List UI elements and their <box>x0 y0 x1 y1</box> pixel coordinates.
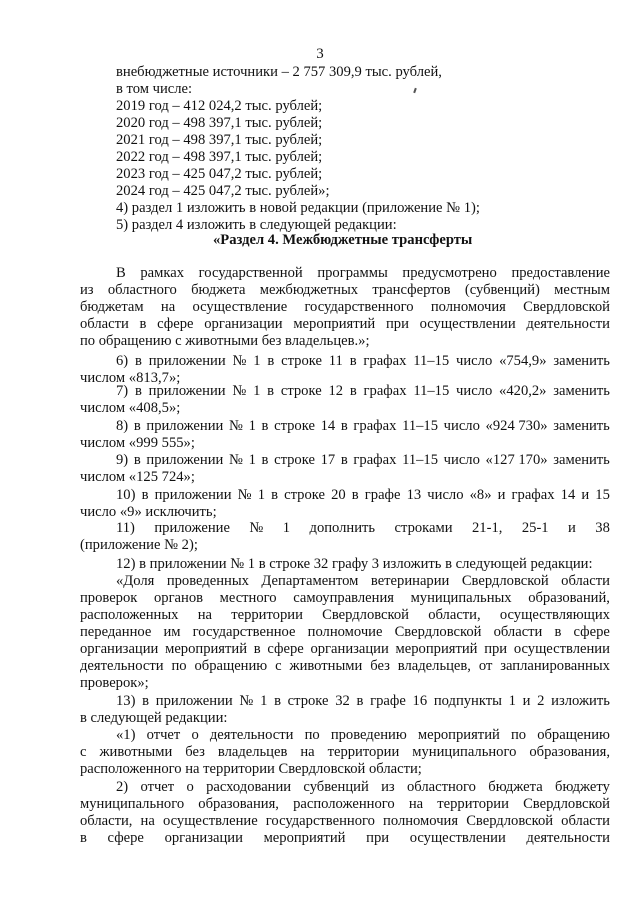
word: заменить <box>553 452 610 468</box>
word: число <box>456 353 493 369</box>
word: организации <box>204 316 283 332</box>
word: 6) <box>116 353 129 369</box>
word: 11–15 <box>402 452 439 468</box>
word: Свердловской <box>523 796 610 812</box>
word: № <box>228 418 243 434</box>
subitem-2-line <box>116 779 610 796</box>
word: заменить <box>553 353 610 369</box>
word: в <box>135 353 142 369</box>
word: 38 <box>595 520 610 536</box>
word: полномочие <box>307 624 383 640</box>
word: предоставление <box>511 265 610 281</box>
word: 17 <box>320 452 336 468</box>
word: при <box>366 830 390 846</box>
word: № <box>228 452 243 468</box>
word: приложении <box>148 383 226 399</box>
word: без <box>185 744 205 760</box>
quote-line <box>116 573 610 590</box>
word: межбюджетных <box>259 282 359 298</box>
word: предусмотрено <box>402 265 497 281</box>
word: с <box>275 658 282 674</box>
word: ветеринарии <box>370 573 450 589</box>
item-i9-line: числом «125 724»; <box>80 469 195 485</box>
word: 8) <box>116 418 129 434</box>
word: о <box>186 779 194 795</box>
word: 21-1, <box>472 520 503 536</box>
word: сфере <box>573 624 610 640</box>
word: графах <box>511 487 555 503</box>
word: территории <box>231 607 303 623</box>
word: деятельности <box>526 316 610 332</box>
word: осуществлении <box>409 830 506 846</box>
word: Свердловской <box>466 813 554 829</box>
subitem-2-line <box>80 813 610 830</box>
word: в <box>267 383 275 399</box>
section-paragraph-line <box>80 282 610 299</box>
word: мероприятий <box>417 727 500 743</box>
top-line-6: 2023 год – 425 047,2 тыс. рублей; <box>116 166 323 182</box>
word: проверок <box>80 590 138 606</box>
word: образований, <box>528 590 610 606</box>
word: графах <box>363 383 407 399</box>
section-paragraph-line <box>116 265 610 282</box>
word: дополнить <box>309 520 376 536</box>
word: образования, <box>198 796 279 812</box>
word: 11–15 <box>413 383 450 399</box>
word: муниципальных <box>410 590 512 606</box>
word: запланированных <box>500 658 610 674</box>
quote-line <box>80 590 610 607</box>
word: в <box>134 383 142 399</box>
word: отчет <box>140 779 175 795</box>
word: сфере <box>157 316 194 332</box>
word: государственного <box>304 299 414 315</box>
item-i7-line <box>116 383 610 400</box>
item-i9-line <box>116 452 610 469</box>
subitem-1-line: расположенного на территории Свердловской области; <box>80 761 422 777</box>
word: образования, <box>529 744 610 760</box>
word: и <box>568 520 576 536</box>
word: в <box>340 418 348 434</box>
word: организации <box>164 830 243 846</box>
word: число <box>443 418 480 434</box>
word: субвенций <box>303 779 369 795</box>
word: о <box>191 727 199 743</box>
word: 9) <box>116 452 129 468</box>
subitem-1-line <box>116 727 610 744</box>
word: 1 <box>260 693 268 709</box>
quote-line <box>80 641 610 658</box>
word: области, <box>428 607 481 623</box>
word: Свердловской <box>523 299 610 315</box>
word: области <box>80 316 129 332</box>
item-i12-line: 12) в приложении № 1 в строке 32 графу 3 изложить в следующей редакции: <box>116 556 593 572</box>
word: приложении <box>148 353 226 369</box>
subitem-2-line <box>80 830 610 847</box>
word: «924 730» <box>485 418 548 434</box>
top-line-4: 2021 год – 498 397,1 тыс. рублей; <box>116 132 323 148</box>
word: мероприятий <box>263 830 346 846</box>
word: приложении <box>155 693 233 709</box>
word: в <box>349 353 357 369</box>
top-line-9: 5) раздел 4 изложить в следующей редакции: <box>116 217 397 233</box>
word: от <box>478 658 493 674</box>
word: областного <box>406 779 476 795</box>
word: государственное <box>192 624 296 640</box>
word: по <box>304 727 320 743</box>
word: органов <box>153 590 204 606</box>
word: строке <box>274 418 315 434</box>
word: 14 <box>320 418 336 434</box>
word: 1 <box>253 383 261 399</box>
word: приложении <box>146 418 224 434</box>
word: 13) <box>116 693 136 709</box>
word: сфере <box>267 641 304 657</box>
word: 1 <box>282 520 291 536</box>
word: владельцев, <box>397 658 471 674</box>
word: в <box>274 693 281 709</box>
quote-line <box>80 624 610 641</box>
word: 1 <box>508 693 516 709</box>
word: осуществляющих <box>499 607 610 623</box>
word: области, <box>80 813 133 829</box>
word: 1 <box>257 487 265 503</box>
word: полномочия <box>430 299 506 315</box>
word: № <box>232 353 247 369</box>
word: в <box>253 641 261 657</box>
word: расходовании <box>206 779 292 795</box>
word: в <box>80 830 87 846</box>
word: 12 <box>328 383 344 399</box>
item-i8-line <box>116 418 610 435</box>
word: области <box>561 573 610 589</box>
word: мероприятий <box>165 641 248 657</box>
word: деятельности <box>526 830 610 846</box>
top-line-7: 2024 год – 425 047,2 тыс. рублей»; <box>116 183 330 199</box>
word: «420,2» <box>499 383 547 399</box>
word: 1 <box>253 353 261 369</box>
word: организации <box>310 641 389 657</box>
item-i11-line: (приложение № 2); <box>80 537 198 553</box>
word: на <box>300 744 315 760</box>
word: им <box>163 624 181 640</box>
word: № <box>232 383 247 399</box>
word: расположенного <box>293 796 395 812</box>
word: В <box>116 265 126 281</box>
word: на <box>197 607 212 623</box>
item-i6-line: числом «813,7»; <box>80 370 181 386</box>
word: государственного <box>265 813 375 829</box>
word: из <box>381 779 395 795</box>
word: 15 <box>595 487 610 503</box>
word: бюджета <box>488 779 543 795</box>
word: графах <box>363 353 407 369</box>
word: и <box>581 487 590 503</box>
word: графе <box>364 487 401 503</box>
word: строке <box>281 353 322 369</box>
word: число <box>427 487 464 503</box>
word: по <box>171 658 187 674</box>
word: с <box>80 744 87 760</box>
word: заменить <box>553 383 610 399</box>
word: муниципального <box>412 744 517 760</box>
word: при <box>484 641 508 657</box>
word: программы <box>317 265 388 281</box>
word: местным <box>554 282 610 298</box>
word: бюджету <box>555 779 610 795</box>
word: «8» <box>469 487 492 503</box>
word: полномочия <box>383 813 459 829</box>
quote-line <box>80 658 610 675</box>
word: 11) <box>116 520 135 536</box>
word: в <box>261 452 269 468</box>
word: мероприятий <box>395 641 478 657</box>
word: подпункты <box>433 693 502 709</box>
section-heading: «Раздел 4. Межбюджетные трансферты <box>213 232 473 248</box>
word: муниципального <box>80 796 185 812</box>
word: 13 <box>406 487 422 503</box>
word: «127 170» <box>485 452 548 468</box>
word: № <box>239 693 254 709</box>
word: «1) <box>116 727 136 743</box>
word: отчет <box>146 727 181 743</box>
word: 7) <box>116 383 129 399</box>
top-line-5: 2022 год – 498 397,1 тыс. рублей; <box>116 149 323 165</box>
item-i8-line: числом «999 555»; <box>80 435 195 451</box>
word: 11–15 <box>402 418 439 434</box>
item-i7-line: числом «408,5»; <box>80 400 181 416</box>
word: животными <box>289 658 363 674</box>
word: 20 <box>331 487 346 503</box>
word: проведенных <box>166 573 249 589</box>
word: 1 <box>248 452 256 468</box>
word: по <box>510 727 527 743</box>
word: животными <box>99 744 173 760</box>
word: заменить <box>553 418 610 434</box>
word: переданное <box>80 624 152 640</box>
item-i11-line <box>116 520 610 537</box>
word: «754,9» <box>499 353 547 369</box>
word: строке <box>280 383 322 399</box>
word: и <box>497 487 506 503</box>
item-i13-line: в следующей редакции: <box>80 710 228 726</box>
word: Свердловской <box>461 573 549 589</box>
word: бюджетам <box>80 299 144 315</box>
item-i13-line <box>116 693 610 710</box>
word: бюджета <box>191 282 246 298</box>
word: 32 <box>335 693 350 709</box>
word: трансфертов <box>372 282 451 298</box>
quote-line <box>80 607 610 624</box>
word: в <box>356 693 364 709</box>
word: графах <box>353 418 397 434</box>
word: территории <box>437 796 509 812</box>
word: в <box>133 452 141 468</box>
word: рамках <box>140 265 185 281</box>
word: число <box>443 452 480 468</box>
word: 16 <box>412 693 428 709</box>
word: мероприятий <box>293 316 376 332</box>
word: в <box>139 316 147 332</box>
section-paragraph-line <box>80 316 610 333</box>
word: в <box>351 487 359 503</box>
word: при <box>385 316 409 332</box>
word: на <box>160 299 176 315</box>
word: в <box>340 452 348 468</box>
top-line-8: 4) раздел 1 изложить в новой редакции (приложение № 1); <box>116 200 480 216</box>
word: территории <box>327 744 400 760</box>
section-paragraph-line: по обращению с животными без владельцев.»; <box>80 333 370 349</box>
word: области <box>561 813 610 829</box>
word: владельцев <box>217 744 288 760</box>
word: приложение <box>154 520 230 536</box>
word: и <box>522 693 531 709</box>
word: 10) <box>116 487 136 503</box>
word: строками <box>394 520 453 536</box>
word: 25-1 <box>521 520 549 536</box>
word: Департаментом <box>261 573 359 589</box>
page-number: 3 <box>316 46 324 62</box>
word: деятельности <box>80 658 164 674</box>
word: в <box>349 383 357 399</box>
word: графах <box>353 452 397 468</box>
word: в <box>141 487 149 503</box>
word: осуществлении <box>513 641 610 657</box>
top-line-1: в том числе: <box>116 81 193 97</box>
item-i6-line <box>116 353 610 370</box>
word: государственной <box>198 265 303 281</box>
subitem-2-line <box>80 796 610 813</box>
word: строке <box>287 693 329 709</box>
top-line-0: внебюджетные источники – 2 757 309,9 тыс. рублей, <box>116 64 442 80</box>
word: осуществлении <box>419 316 516 332</box>
word: самоуправления <box>293 590 394 606</box>
item-i10-line: число «9» исключить; <box>80 504 217 520</box>
word: «Доля <box>116 573 155 589</box>
word: число <box>456 383 493 399</box>
word: приложении <box>146 452 224 468</box>
word: Свердловской <box>322 607 409 623</box>
word: из <box>80 282 94 298</box>
word: 11 <box>328 353 343 369</box>
word: 2) <box>116 779 129 795</box>
word: в <box>142 693 150 709</box>
word: на <box>140 813 155 829</box>
word: приложении <box>154 487 232 503</box>
word: 2 <box>537 693 545 709</box>
word: № <box>249 520 264 536</box>
word: в <box>271 487 278 503</box>
word: проведению <box>330 727 407 743</box>
word: сфере <box>107 830 144 846</box>
word: области <box>493 624 543 640</box>
word: 1 <box>248 418 256 434</box>
word: в <box>261 418 269 434</box>
word: деятельности <box>209 727 294 743</box>
word: областного <box>107 282 177 298</box>
word: осуществление <box>192 299 288 315</box>
quote-line: проверок»; <box>80 675 149 691</box>
top-line-3: 2020 год – 498 397,1 тыс. рублей; <box>116 115 323 131</box>
word: строке <box>274 452 315 468</box>
word: без <box>370 658 390 674</box>
word: в <box>267 353 275 369</box>
word: обращению <box>537 727 610 743</box>
word: (субвенций) <box>464 282 540 298</box>
word: на <box>408 796 424 812</box>
word: в <box>133 418 141 434</box>
word: Свердловской <box>394 624 482 640</box>
item-i10-line <box>116 487 610 504</box>
word: в <box>554 624 562 640</box>
word: расположенных <box>80 607 179 623</box>
word: организации <box>80 641 159 657</box>
word: изложить <box>551 693 610 709</box>
word: 14 <box>560 487 576 503</box>
word: № <box>237 487 252 503</box>
word: 11–15 <box>413 353 450 369</box>
section-paragraph-line <box>80 299 610 316</box>
word: графе <box>370 693 406 709</box>
stray-mark <box>413 88 417 93</box>
subitem-1-line <box>80 744 610 761</box>
word: обращению <box>194 658 268 674</box>
top-line-2: 2019 год – 412 024,2 тыс. рублей; <box>116 98 323 114</box>
word: местного <box>219 590 277 606</box>
word: строке <box>284 487 325 503</box>
word: осуществление <box>162 813 258 829</box>
